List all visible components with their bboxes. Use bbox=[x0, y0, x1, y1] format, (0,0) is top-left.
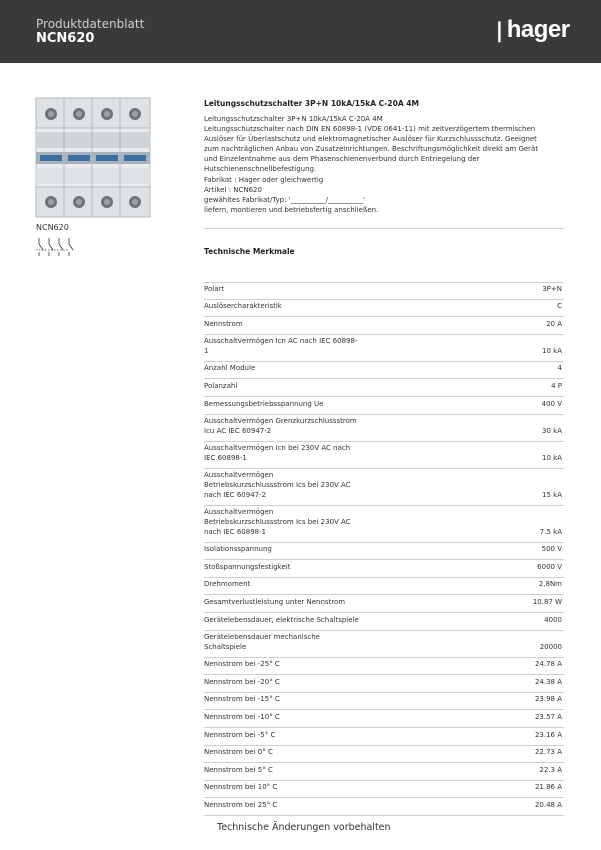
spec-value: 4000 bbox=[544, 615, 562, 624]
spec-label: Gerätelebensdauer, elektrische Schaltspiele bbox=[204, 615, 359, 624]
spec-label: Ausschaltvermögen Icn AC nach IEC 60898- 1 bbox=[204, 336, 358, 355]
description-line: Hutschienenschnellbefestigung. bbox=[204, 165, 317, 174]
spec-row bbox=[204, 675, 564, 693]
spec-row bbox=[204, 379, 564, 397]
circuit-symbol-icon bbox=[34, 236, 76, 258]
spec-value: 6000 V bbox=[537, 562, 562, 571]
spec-value: 23.98 A bbox=[534, 695, 562, 704]
spec-row bbox=[204, 560, 564, 578]
spec-value: 23.57 A bbox=[534, 712, 562, 721]
description-line: Artikel : NCN620 bbox=[204, 185, 262, 194]
spec-label: Gerätelebensdauer mechanische Schaltspiele bbox=[204, 632, 320, 651]
spec-value: 7.5 kA bbox=[539, 527, 562, 536]
spec-label: Isolationsspannung bbox=[204, 545, 272, 554]
spec-row bbox=[204, 613, 564, 631]
spec-row bbox=[204, 282, 564, 300]
description-line: Leitungsschutzschalter 3P+N 10kA/15kA C-20A 4M bbox=[204, 115, 383, 123]
spec-row bbox=[204, 469, 564, 506]
spec-value: 21.86 A bbox=[534, 783, 562, 792]
spec-label: Ausschaltvermögen Icn bei 230V AC nach IEC 60898-1 bbox=[204, 443, 351, 462]
divider bbox=[204, 228, 564, 229]
spec-row bbox=[204, 693, 564, 711]
spec-label: Polanzahl bbox=[204, 381, 238, 390]
spec-row bbox=[204, 631, 564, 658]
spec-label: Stoßspannungsfestigkeit bbox=[204, 562, 291, 571]
spec-value: 22.73 A bbox=[534, 748, 562, 757]
spec-row bbox=[204, 728, 564, 746]
product-description bbox=[204, 114, 564, 215]
spec-row bbox=[204, 578, 564, 596]
spec-value: 20 A bbox=[546, 319, 562, 328]
spec-row bbox=[204, 798, 564, 816]
spec-value: 15 kA bbox=[542, 490, 562, 499]
image-caption: NCN620 bbox=[36, 223, 69, 232]
description-line: Leitungsschutzschalter nach DIN EN 60898-1 (VDE 0641-11) mit zeitverzögertem thermischen bbox=[204, 125, 536, 134]
spec-value: 10.87 W bbox=[532, 597, 562, 606]
spec-label: Nennstrom bei 10° C bbox=[204, 783, 278, 792]
spec-value: 22.3 A bbox=[539, 765, 562, 774]
spec-value: 24.78 A bbox=[534, 660, 562, 669]
spec-row bbox=[204, 397, 564, 415]
hager-logo bbox=[491, 16, 570, 44]
spec-label: Nennstrom bei -15° C bbox=[204, 695, 280, 704]
spec-value: 4 bbox=[557, 364, 562, 373]
spec-label: Ausschaltvermögen Grenzkurzschlussstrom Icu AC IEC 60947-2 bbox=[204, 416, 357, 435]
description-line: liefern, montieren und betriebsfertig anschließen. bbox=[204, 205, 379, 214]
spec-value: C bbox=[557, 302, 562, 311]
spec-label: Ausschaltvermögen Betriebskurzschlussstrom Ics bei 230V AC nach IEC 60947-2 bbox=[204, 470, 351, 499]
spec-row bbox=[204, 658, 564, 676]
spec-value: 500 V bbox=[541, 545, 562, 554]
spec-value: 30 kA bbox=[542, 426, 562, 435]
spec-row bbox=[204, 335, 564, 362]
product-image bbox=[34, 96, 152, 219]
spec-row bbox=[204, 300, 564, 318]
description-line: und Einzelentnahme aus dem Phasenschienenverbund durch Entriegelung der bbox=[204, 155, 480, 164]
spec-row bbox=[204, 710, 564, 728]
spec-label: Nennstrom bei -5° C bbox=[204, 730, 276, 739]
spec-row bbox=[204, 317, 564, 335]
spec-label: Nennstrom bei -20° C bbox=[204, 677, 280, 686]
spec-row bbox=[204, 595, 564, 613]
spec-value: 20000 bbox=[539, 642, 562, 651]
spec-row bbox=[204, 746, 564, 764]
spec-row bbox=[204, 781, 564, 799]
spec-row bbox=[204, 442, 564, 469]
spec-label: Polart bbox=[204, 284, 225, 293]
spec-label: Nennstrom bei 0° C bbox=[204, 748, 273, 757]
footer-note: Technische Änderungen vorbehalten bbox=[217, 822, 391, 833]
logo-mark: ❘ bbox=[491, 20, 506, 42]
spec-value: 4 P bbox=[551, 381, 562, 390]
document-type: Produktdatenblatt bbox=[36, 17, 145, 31]
description-line: Fabrikat : Hager oder gleichwertig bbox=[204, 175, 324, 184]
spec-value: 2,8Nm bbox=[538, 580, 562, 589]
spec-row bbox=[204, 543, 564, 561]
description-line: gewähltes Fabrikat/Typ: '__________/__________' bbox=[204, 195, 365, 204]
spec-row bbox=[204, 763, 564, 781]
spec-value: 10 kA bbox=[542, 453, 562, 462]
description-line: zum nachträglichen Anbau von Zusatzeinrichtungen. Beschriftungsmöglichkeit direkt am Gerät bbox=[204, 145, 539, 154]
article-number: NCN620 bbox=[36, 31, 95, 46]
section-title: Technische Merkmale bbox=[204, 247, 295, 256]
spec-value: 10 kA bbox=[542, 346, 562, 355]
spec-value: 3P+N bbox=[542, 284, 562, 293]
spec-value: 23.16 A bbox=[534, 730, 562, 739]
spec-value: 24.38 A bbox=[534, 677, 562, 686]
spec-label: Bemessungsbetriebsspannung Ue bbox=[204, 399, 324, 408]
logo-text: hager bbox=[506, 16, 570, 43]
spec-row bbox=[204, 415, 564, 442]
description-line: Auslöser für Überlastschutz und elektromagnetischer Auslöser für Kurzschlussschutz. Geeignet bbox=[204, 135, 537, 144]
spec-label: Nennstrom bei -10° C bbox=[204, 712, 280, 721]
spec-label: Nennstrom bei -25° C bbox=[204, 660, 280, 669]
spec-row bbox=[204, 362, 564, 380]
spec-label: Drehmoment bbox=[204, 580, 251, 589]
spec-label: Nennstrom bei 25° C bbox=[204, 800, 278, 809]
spec-value: 400 V bbox=[541, 399, 562, 408]
spec-table bbox=[204, 282, 564, 816]
spec-label: Gesamtverlustleistung unter Nennstrom bbox=[204, 597, 346, 606]
page-header bbox=[0, 0, 601, 63]
spec-label: Auslösercharakteristik bbox=[204, 302, 282, 311]
spec-label: Nennstrom bbox=[204, 319, 243, 328]
spec-label: Nennstrom bei 5° C bbox=[204, 765, 273, 774]
spec-row bbox=[204, 506, 564, 543]
spec-label: Anzahl Module bbox=[204, 364, 256, 373]
spec-label: Ausschaltvermögen Betriebskurzschlussstrom Ics bei 230V AC nach IEC 60898-1 bbox=[204, 507, 351, 536]
product-title: Leitungsschutzschalter 3P+N 10kA/15kA C-20A 4M bbox=[204, 99, 419, 108]
spec-value: 20.48 A bbox=[534, 800, 562, 809]
